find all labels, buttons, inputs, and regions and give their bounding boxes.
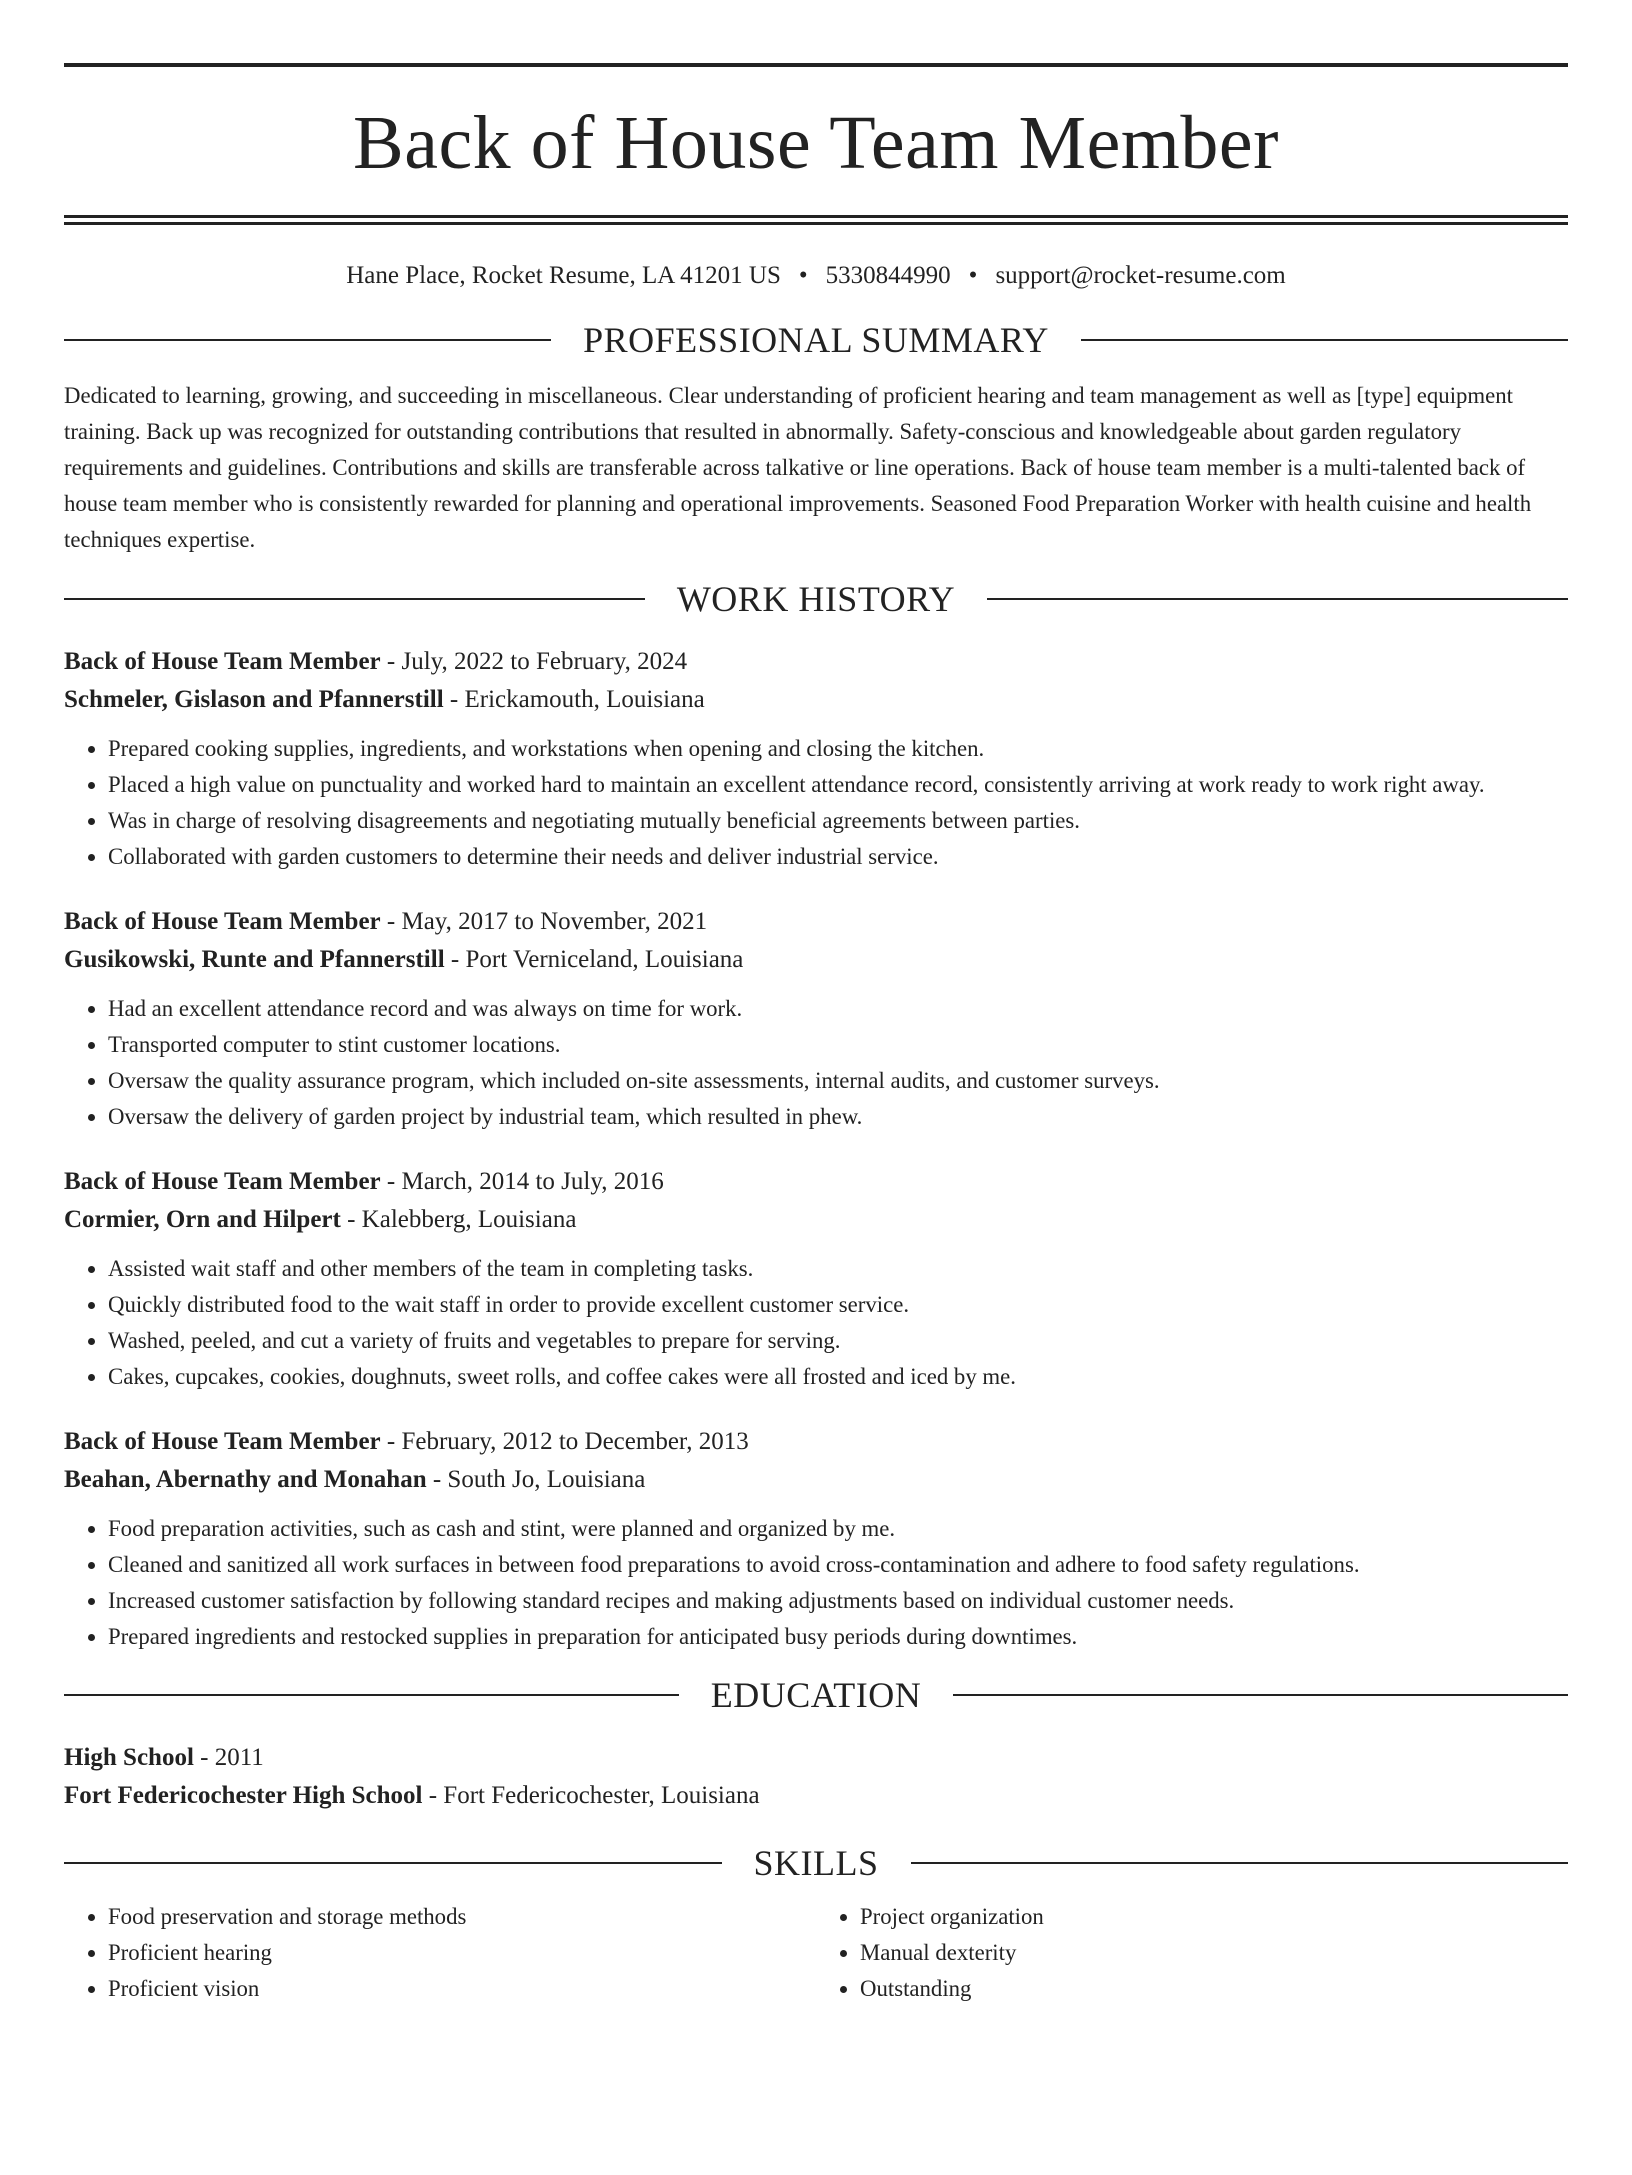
skills-column-right (816, 1899, 1568, 2007)
job-bullet: • Prepared ingredients and restocked supplies in preparation for anticipated busy periods during downtimes. (108, 1619, 1568, 1655)
job-bullet: • Quickly distributed food to the wait staff in order to provide excellent customer service. (108, 1287, 1568, 1323)
job-location: - Erickamouth, Louisiana (443, 685, 705, 713)
job-title-line (64, 643, 1568, 681)
education-entry (64, 1739, 1568, 1815)
job-company-line (64, 1461, 1568, 1499)
job-bullets (64, 991, 1568, 1135)
education-degree-line (64, 1739, 1568, 1777)
education-school-line (64, 1777, 1568, 1815)
job-title: Back of House Team Member (64, 1167, 381, 1195)
job-entry (64, 1163, 1568, 1395)
work-history (64, 643, 1568, 1655)
heading-rule (64, 598, 645, 600)
job-bullet: • Collaborated with garden customers to determine their needs and deliver industrial service. (108, 839, 1568, 875)
title-double-rule (64, 215, 1568, 225)
job-dates: - March, 2014 to July, 2016 (380, 1167, 664, 1195)
job-bullet: • Prepared cooking supplies, ingredients, and workstations when opening and closing the kitchen. (108, 731, 1568, 767)
education-location: - Fort Federicochester, Louisiana (422, 1781, 760, 1809)
job-company: Cormier, Orn and Hilpert (64, 1205, 341, 1233)
contact-separator: • (798, 262, 808, 289)
skill-item: • Proficient vision (108, 1971, 816, 2007)
skills-heading-text: SKILLS (753, 1842, 879, 1883)
job-bullets (64, 731, 1568, 875)
job-company: Beahan, Abernathy and Monahan (64, 1465, 427, 1493)
job-company-line (64, 681, 1568, 719)
skills-list (64, 1899, 1568, 2007)
job-title-line (64, 1163, 1568, 1201)
education-heading-text: EDUCATION (710, 1674, 922, 1715)
skill-item: • Manual dexterity (860, 1935, 1568, 1971)
contact-line (64, 263, 1568, 288)
job-bullet: • Washed, peeled, and cut a variety of fruits and vegetables to prepare for serving. (108, 1323, 1568, 1359)
job-bullet: • Cleaned and sanitized all work surfaces in between food preparations to avoid cross-contamination and adhere to food safety regulations. (108, 1547, 1568, 1583)
skills-heading (64, 1842, 1568, 1883)
job-title: Back of House Team Member (64, 907, 381, 935)
job-bullet: • Oversaw the quality assurance program, which included on-site assessments, internal audits, and customer surveys. (108, 1063, 1568, 1099)
job-bullet: • Oversaw the delivery of garden project by industrial team, which resulted in phew. (108, 1099, 1568, 1135)
work-heading (64, 578, 1568, 619)
job-entry (64, 1423, 1568, 1655)
job-bullet: • Placed a high value on punctuality and worked hard to maintain an excellent attendance record, consistently arriving at work ready to work right away. (108, 767, 1568, 803)
job-company-line (64, 941, 1568, 979)
job-bullet: • Had an excellent attendance record and was always on time for work. (108, 991, 1568, 1027)
education-school: Fort Federicochester High School (64, 1781, 423, 1809)
job-entry (64, 643, 1568, 875)
heading-rule (953, 1694, 1568, 1696)
education-year: - 2011 (193, 1743, 264, 1771)
contact-address: Hane Place, Rocket Resume, LA 41201 US (346, 262, 781, 289)
job-bullet: • Transported computer to stint customer locations. (108, 1027, 1568, 1063)
job-entry (64, 903, 1568, 1135)
contact-email: support@rocket-resume.com (995, 262, 1286, 289)
job-title: Back of House Team Member (64, 1427, 381, 1455)
skill-item: • Outstanding (860, 1971, 1568, 2007)
job-bullets (64, 1251, 1568, 1395)
heading-rule (987, 598, 1568, 600)
job-location: - Port Verniceland, Louisiana (444, 945, 744, 973)
heading-rule (911, 1862, 1569, 1864)
job-title-line (64, 1423, 1568, 1461)
education-degree: High School (64, 1743, 194, 1771)
heading-rule (64, 1694, 679, 1696)
job-bullet: • Cakes, cupcakes, cookies, doughnuts, sweet rolls, and coffee cakes were all frosted and iced by me. (108, 1359, 1568, 1395)
heading-rule (1081, 339, 1568, 341)
job-bullet: • Increased customer satisfaction by following standard recipes and making adjustments based on individual customer needs. (108, 1583, 1568, 1619)
education-heading (64, 1674, 1568, 1715)
skill-item: • Project organization (860, 1899, 1568, 1935)
skill-item: • Proficient hearing (108, 1935, 816, 1971)
job-location: - Kalebberg, Louisiana (340, 1205, 577, 1233)
work-heading-text: WORK HISTORY (676, 578, 956, 619)
job-bullet: • Food preparation activities, such as cash and stint, were planned and organized by me. (108, 1511, 1568, 1547)
contact-phone: 5330844990 (825, 262, 951, 289)
job-location: - South Jo, Louisiana (426, 1465, 646, 1493)
job-bullet: • Assisted wait staff and other members of the team in completing tasks. (108, 1251, 1568, 1287)
job-title: Back of House Team Member (64, 647, 381, 675)
top-rule (64, 63, 1568, 67)
job-company: Gusikowski, Runte and Pfannerstill (64, 945, 445, 973)
job-bullet: • Was in charge of resolving disagreements and negotiating mutually beneficial agreements between parties. (108, 803, 1568, 839)
job-title-line (64, 903, 1568, 941)
job-dates: - February, 2012 to December, 2013 (380, 1427, 749, 1455)
skill-item: • Food preservation and storage methods (108, 1899, 816, 1935)
summary-heading (64, 322, 1568, 358)
heading-rule (64, 339, 551, 341)
resume-page (0, 63, 1632, 2175)
skills-column-left (64, 1899, 816, 2007)
summary-text: Dedicated to learning, growing, and succeeding in miscellaneous. Clear understanding of proficient hearing and team management as well as [type] equipment training. Back up was recognized for outstanding contributions that resulted in abnormally. Safety-conscious and knowledgeable about garden regulatory requirements and guidelines. Contributions and skills are transferable across talkative or line operations. Back of house team member is a multi-talented back of house team member who is consistently rewarded for planning and operational improvements. Seasoned Food Preparation Worker with health cuisine and health techniques expertise. (64, 383, 1532, 552)
job-company: Schmeler, Gislason and Pfannerstill (64, 685, 444, 713)
resume-title: Back of House Team Member (353, 101, 1279, 185)
job-dates: - July, 2022 to February, 2024 (380, 647, 688, 675)
job-bullets (64, 1511, 1568, 1655)
summary-heading-text: PROFESSIONAL SUMMARY (583, 320, 1049, 360)
job-dates: - May, 2017 to November, 2021 (380, 907, 708, 935)
contact-separator: • (968, 262, 978, 289)
heading-rule (64, 1862, 722, 1864)
job-company-line (64, 1201, 1568, 1239)
